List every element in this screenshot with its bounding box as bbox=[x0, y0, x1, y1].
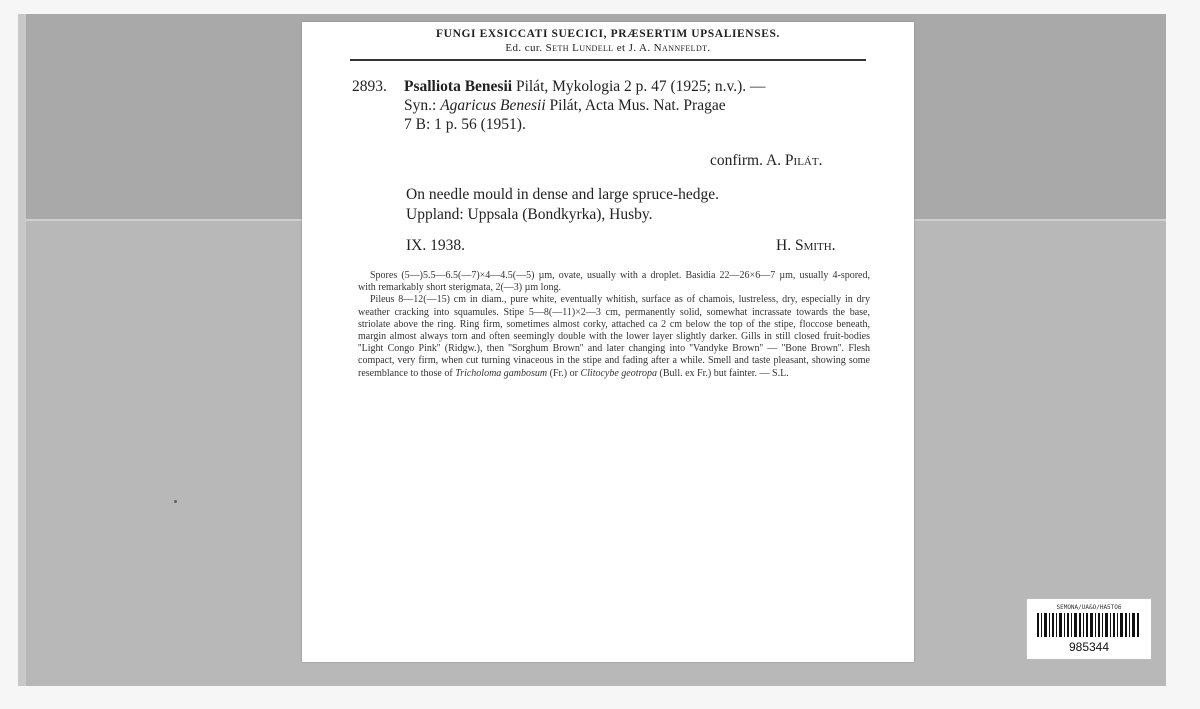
sheet-edge bbox=[18, 14, 26, 686]
barcode-code: SEMONA/UA&O/HA5TO6 bbox=[1056, 604, 1122, 611]
collection-date: IX. 1938. bbox=[406, 237, 465, 254]
specimen-label bbox=[302, 22, 914, 662]
taxon-name: Psalliota Benesii bbox=[404, 78, 513, 95]
entry-number: 2893. bbox=[352, 78, 387, 95]
barcode-label bbox=[1026, 598, 1152, 660]
entry-citation: 2893. Psalliota Benesii Pilát, Mykologia 2 p. 47 (1925; n.v.). — Syn.: Agaricus Benesii Pilát, Acta Mus. Nat. Pragae 7 B: 1 p. 56 (1951). bbox=[352, 78, 766, 133]
series-title: FUNGI EXSICCATI SUECICI, PRÆSERTIM UPSALIENSES. bbox=[436, 28, 780, 40]
header-rule bbox=[350, 59, 866, 61]
locality bbox=[406, 185, 719, 225]
description-pileus: Pileus 8—12(—15) cm in diam., pure white, eventually whitish, surface as of chamois, lustreless, dry, especially in dry weather cracking into squamules. Stipe 5—8(—11)×2—3 cm, permanently solid, somewhat incrassate towards the base, striolate above the ring. Ring firm, sometimes almost corky, attached ca 2 cm below the top of the stipe, floccose beneath, margin almost always torn and often seemingly double with the lower layer slightly darker. Gills in still closed fruit-bodies ''Light Congo Pink'' (Ridgw.), then ''Sorghum Brown'' and later changing into ''Vandyke Brown'' — ''Bone Brown''. Flesh compact, very firm, when cut turning vinaceous in the stipe and fading after a while. Smell and taste pleasant, showing some resemblance to those of Tricholoma gambosum (Fr.) or Clitocybe geotropa (Bull. ex Fr.) but fainter. — S.L. bbox=[358, 294, 870, 379]
place: Uppland: Uppsala (Bondkyrka), Husby. bbox=[406, 206, 653, 223]
collector: H. Smith. bbox=[776, 237, 836, 254]
confirmation: confirm. A. Pilát. bbox=[710, 152, 823, 169]
synonym-name: Agaricus Benesii bbox=[440, 97, 546, 114]
description bbox=[358, 270, 870, 380]
barcode-icon bbox=[1037, 613, 1141, 637]
barcode-number: 985344 bbox=[1068, 640, 1110, 654]
habitat: On needle mould in dense and large spruce-hedge. bbox=[406, 186, 720, 203]
speck bbox=[174, 500, 177, 503]
description-spores: Spores (5—)5.5—6.5(—7)×4—4.5(—5) µm, ovate, usually with a droplet. Basidia 22—26×6—7 µm, usually 4-spored, with remarkably short sterigmata, 2(—3) µm long. bbox=[358, 270, 870, 294]
series-editors: Ed. cur. Seth Lundell et J. A. Nannfeldt. bbox=[505, 42, 711, 54]
